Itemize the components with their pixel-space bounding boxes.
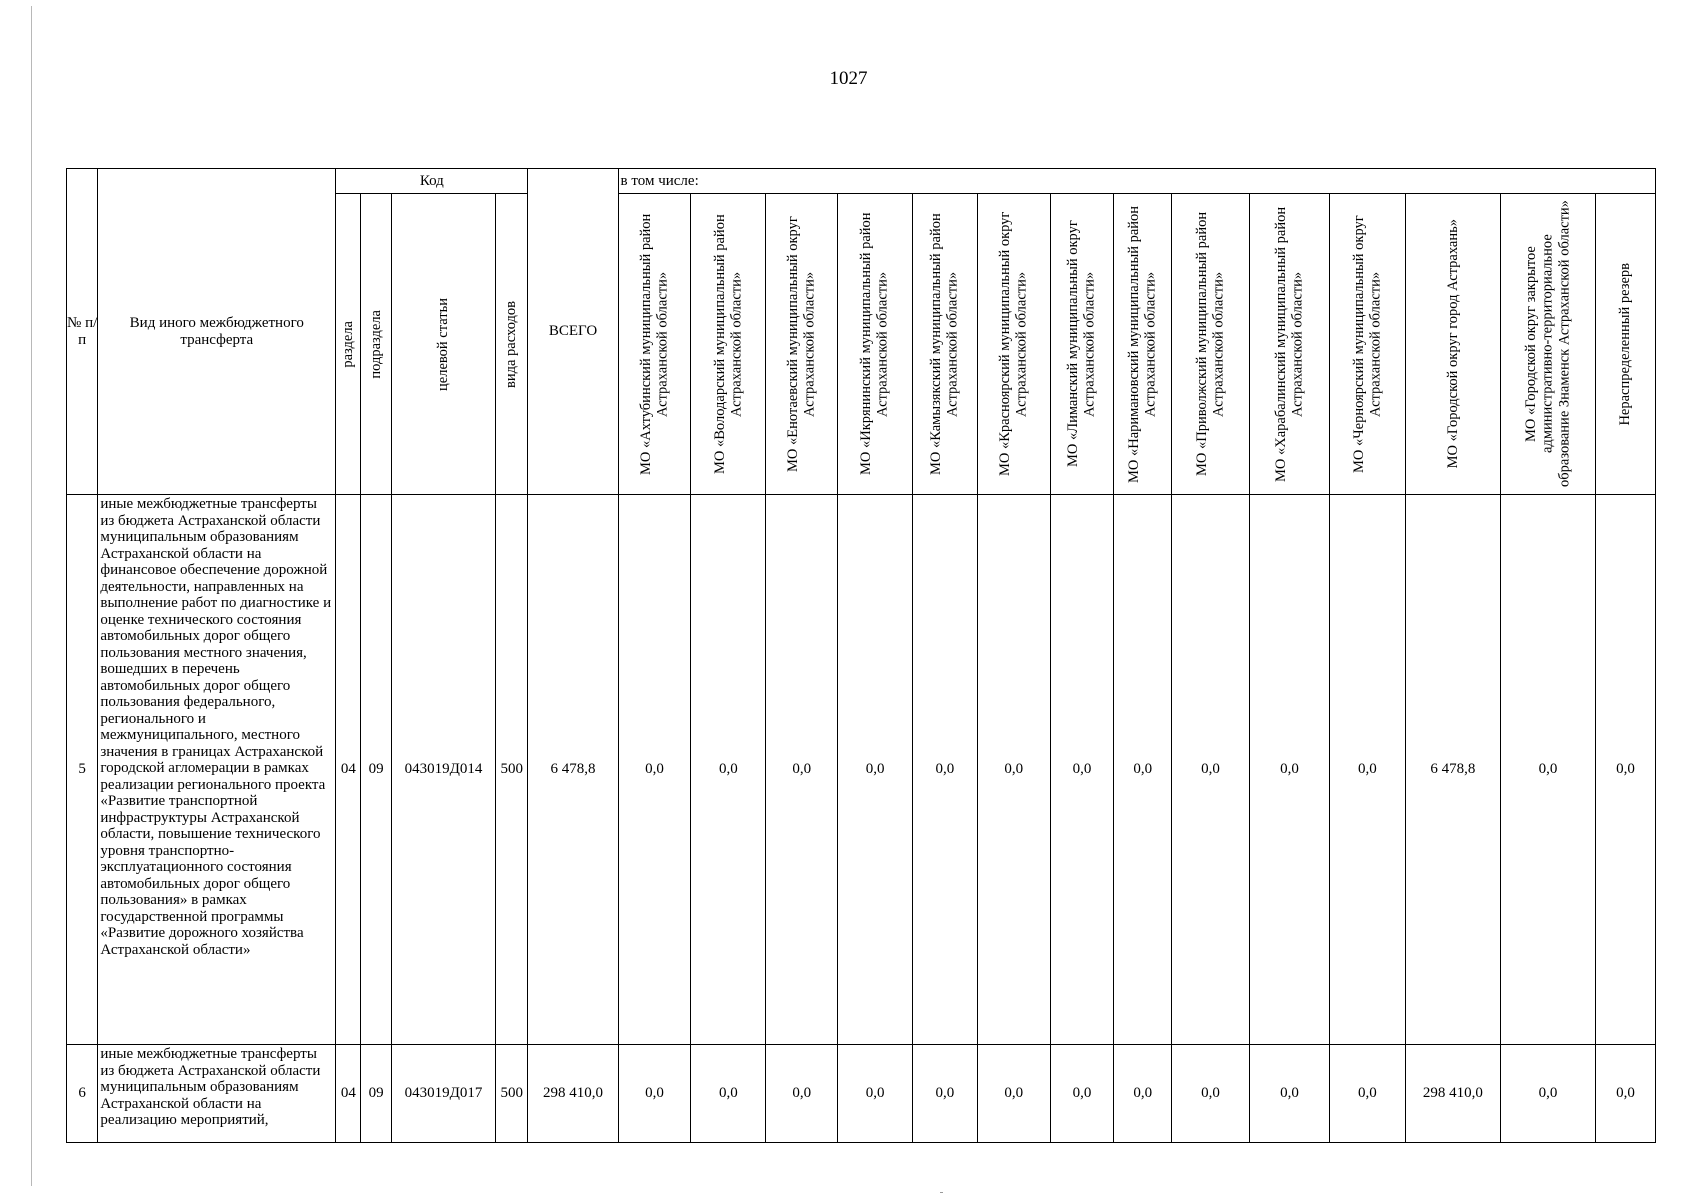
col-header-expense-type — [496, 194, 528, 495]
left-margin-line — [31, 6, 32, 1186]
row-value: 298 410,0 — [1405, 1045, 1500, 1143]
row-value: 0,0 — [1250, 495, 1330, 1045]
col-header-subsection-label: подраздела — [367, 309, 384, 379]
col-header-mo-znamensk — [1500, 194, 1595, 495]
row-value: 0,0 — [1596, 495, 1656, 1045]
mo-label: МО «Приволжский муниципальный район Астраханской области» — [1193, 211, 1227, 477]
mo-label: МО «Городской округ закрытое административно-территориальное образование Знаменск Астраханской области» — [1523, 200, 1573, 488]
col-header-mo-kharabalinsky — [1250, 194, 1330, 495]
row-value: 0,0 — [913, 1045, 978, 1143]
page-number: 1027 — [829, 68, 868, 89]
col-header-mo-kamyzyaksky — [913, 194, 978, 495]
row-value: 0,0 — [618, 495, 691, 1045]
mo-label: МО «Камызякский муниципальный район Астраханской области» — [928, 213, 961, 475]
row-total: 6 478,8 — [528, 495, 618, 1045]
mo-label: МО «Лиманский муниципальный округ Астраханской области» — [1065, 220, 1099, 468]
row-value: 0,0 — [1050, 1045, 1114, 1143]
row-value: 6 478,8 — [1405, 495, 1500, 1045]
col-header-mo-ikryaninsky — [838, 194, 913, 495]
col-header-mo-akhtubinsky — [618, 194, 691, 495]
col-header-section — [336, 194, 361, 495]
row-value: 0,0 — [1596, 1045, 1656, 1143]
row-value: 0,0 — [691, 1045, 766, 1143]
row-value: 0,0 — [1114, 495, 1172, 1045]
row-value: 0,0 — [1250, 1045, 1330, 1143]
col-header-section-label: раздела — [340, 320, 356, 368]
row-target-article: 043019Д014 — [391, 495, 495, 1045]
row-value: 0,0 — [977, 1045, 1050, 1143]
table-row — [67, 495, 1656, 1045]
col-header-reserve — [1596, 194, 1656, 495]
row-value: 0,0 — [838, 1045, 913, 1143]
col-header-number: № п/п — [67, 169, 98, 495]
row-value: 0,0 — [1329, 495, 1405, 1045]
row-value: 0,0 — [1172, 495, 1250, 1045]
row-value: 0,0 — [1500, 495, 1595, 1045]
col-header-mo-privolzhsky — [1172, 194, 1250, 495]
row-number: 6 — [67, 1045, 98, 1143]
transfers-table — [66, 168, 1656, 1143]
col-header-mo-narimanovsky — [1114, 194, 1172, 495]
row-section: 04 — [336, 495, 361, 1045]
mo-label: МО «Ахтубинский муниципальный район Астраханской области» — [637, 213, 671, 475]
row-value: 0,0 — [766, 495, 838, 1045]
row-target-article: 043019Д017 — [391, 1045, 495, 1143]
col-header-mo-krasnoyarsky — [977, 194, 1050, 495]
row-value: 0,0 — [977, 495, 1050, 1045]
col-header-including: в том числе: — [618, 169, 1655, 194]
row-value: 0,0 — [766, 1045, 838, 1143]
mo-label: МО «Харабалинский муниципальный район Астраханской области» — [1272, 206, 1306, 482]
col-header-name: Вид иного межбюджетного трансферта — [98, 169, 336, 495]
col-header-mo-astrakhan — [1405, 194, 1500, 495]
row-value: 0,0 — [618, 1045, 691, 1143]
mo-label: МО «Енотаевский муниципальный округ Астраханской области» — [785, 216, 818, 472]
row-section: 04 — [336, 1045, 361, 1143]
table-row — [67, 1045, 1656, 1143]
row-value: 0,0 — [1114, 1045, 1172, 1143]
col-header-mo-enotaevsky — [766, 194, 838, 495]
row-subsection: 09 — [361, 1045, 391, 1143]
row-value: 0,0 — [1500, 1045, 1595, 1143]
row-description: иные межбюджетные трансферты из бюджета Астраханской области муниципальным образованиям Астраханской области на реализацию мероприятий, — [98, 1045, 336, 1143]
row-value: 0,0 — [1329, 1045, 1405, 1143]
row-value: 0,0 — [913, 495, 978, 1045]
col-header-target-article — [391, 194, 495, 495]
row-expense-type: 500 — [496, 495, 528, 1045]
row-description: иные межбюджетные трансферты из бюджета Астраханской области муниципальным образованиям Астраханской области на финансовое обеспечение дорожной деятельности, направленных на выполнение работ по диагностике и оценке технического состояния автомобильных дорог общего пользования местного значения, вошедших в перечень автомобильных дорог общего пользования федерального, регионального и межмуниципального, местного значения в границах Астраханской городской агломерации в рамках реализации регионального проекта «Развитие транспортной инфраструктуры Астраханской области, повышение технического уровня транспортно-эксплуатационного состояния автомобильных дорог общего пользования» в рамках государственной программы «Развитие дорожного хозяйства Астраханской области» — [98, 495, 336, 1045]
col-header-mo-limansky — [1050, 194, 1114, 495]
col-header-total: ВСЕГО — [528, 169, 618, 495]
col-header-mo-chernoyarsky — [1329, 194, 1405, 495]
row-expense-type: 500 — [496, 1045, 528, 1143]
row-value: 0,0 — [1050, 495, 1114, 1045]
row-subsection: 09 — [361, 495, 391, 1045]
row-total: 298 410,0 — [528, 1045, 618, 1143]
header-row-1 — [67, 169, 1656, 194]
mo-label: МО «Красноярский муниципальный округ Астраханской области» — [997, 211, 1030, 477]
row-value: 0,0 — [838, 495, 913, 1045]
scan-speck — [940, 1192, 943, 1193]
col-header-subsection — [361, 194, 391, 495]
mo-label: МО «Икрянинский муниципальный район Астраханской области» — [858, 212, 892, 476]
mo-label: Нераспределенный резерв — [1617, 262, 1634, 426]
col-header-expense-type-label: вида расходов — [503, 300, 520, 388]
col-header-mo-volodarsky — [691, 194, 766, 495]
row-value: 0,0 — [691, 495, 766, 1045]
row-value: 0,0 — [1172, 1045, 1250, 1143]
mo-label: МО «Черноярский муниципальный округ Астраханской области» — [1350, 215, 1384, 473]
mo-label: МО «Городской округ город Астрахань» — [1444, 219, 1461, 469]
row-number: 5 — [67, 495, 98, 1045]
col-header-target-article-label: целевой статьи — [435, 297, 452, 391]
col-header-code-group: Код — [336, 169, 528, 194]
mo-label: МО «Володарский муниципальный район Астраханской области» — [711, 214, 745, 474]
mo-label: МО «Наримановский муниципальный район Астраханской области» — [1126, 205, 1159, 483]
